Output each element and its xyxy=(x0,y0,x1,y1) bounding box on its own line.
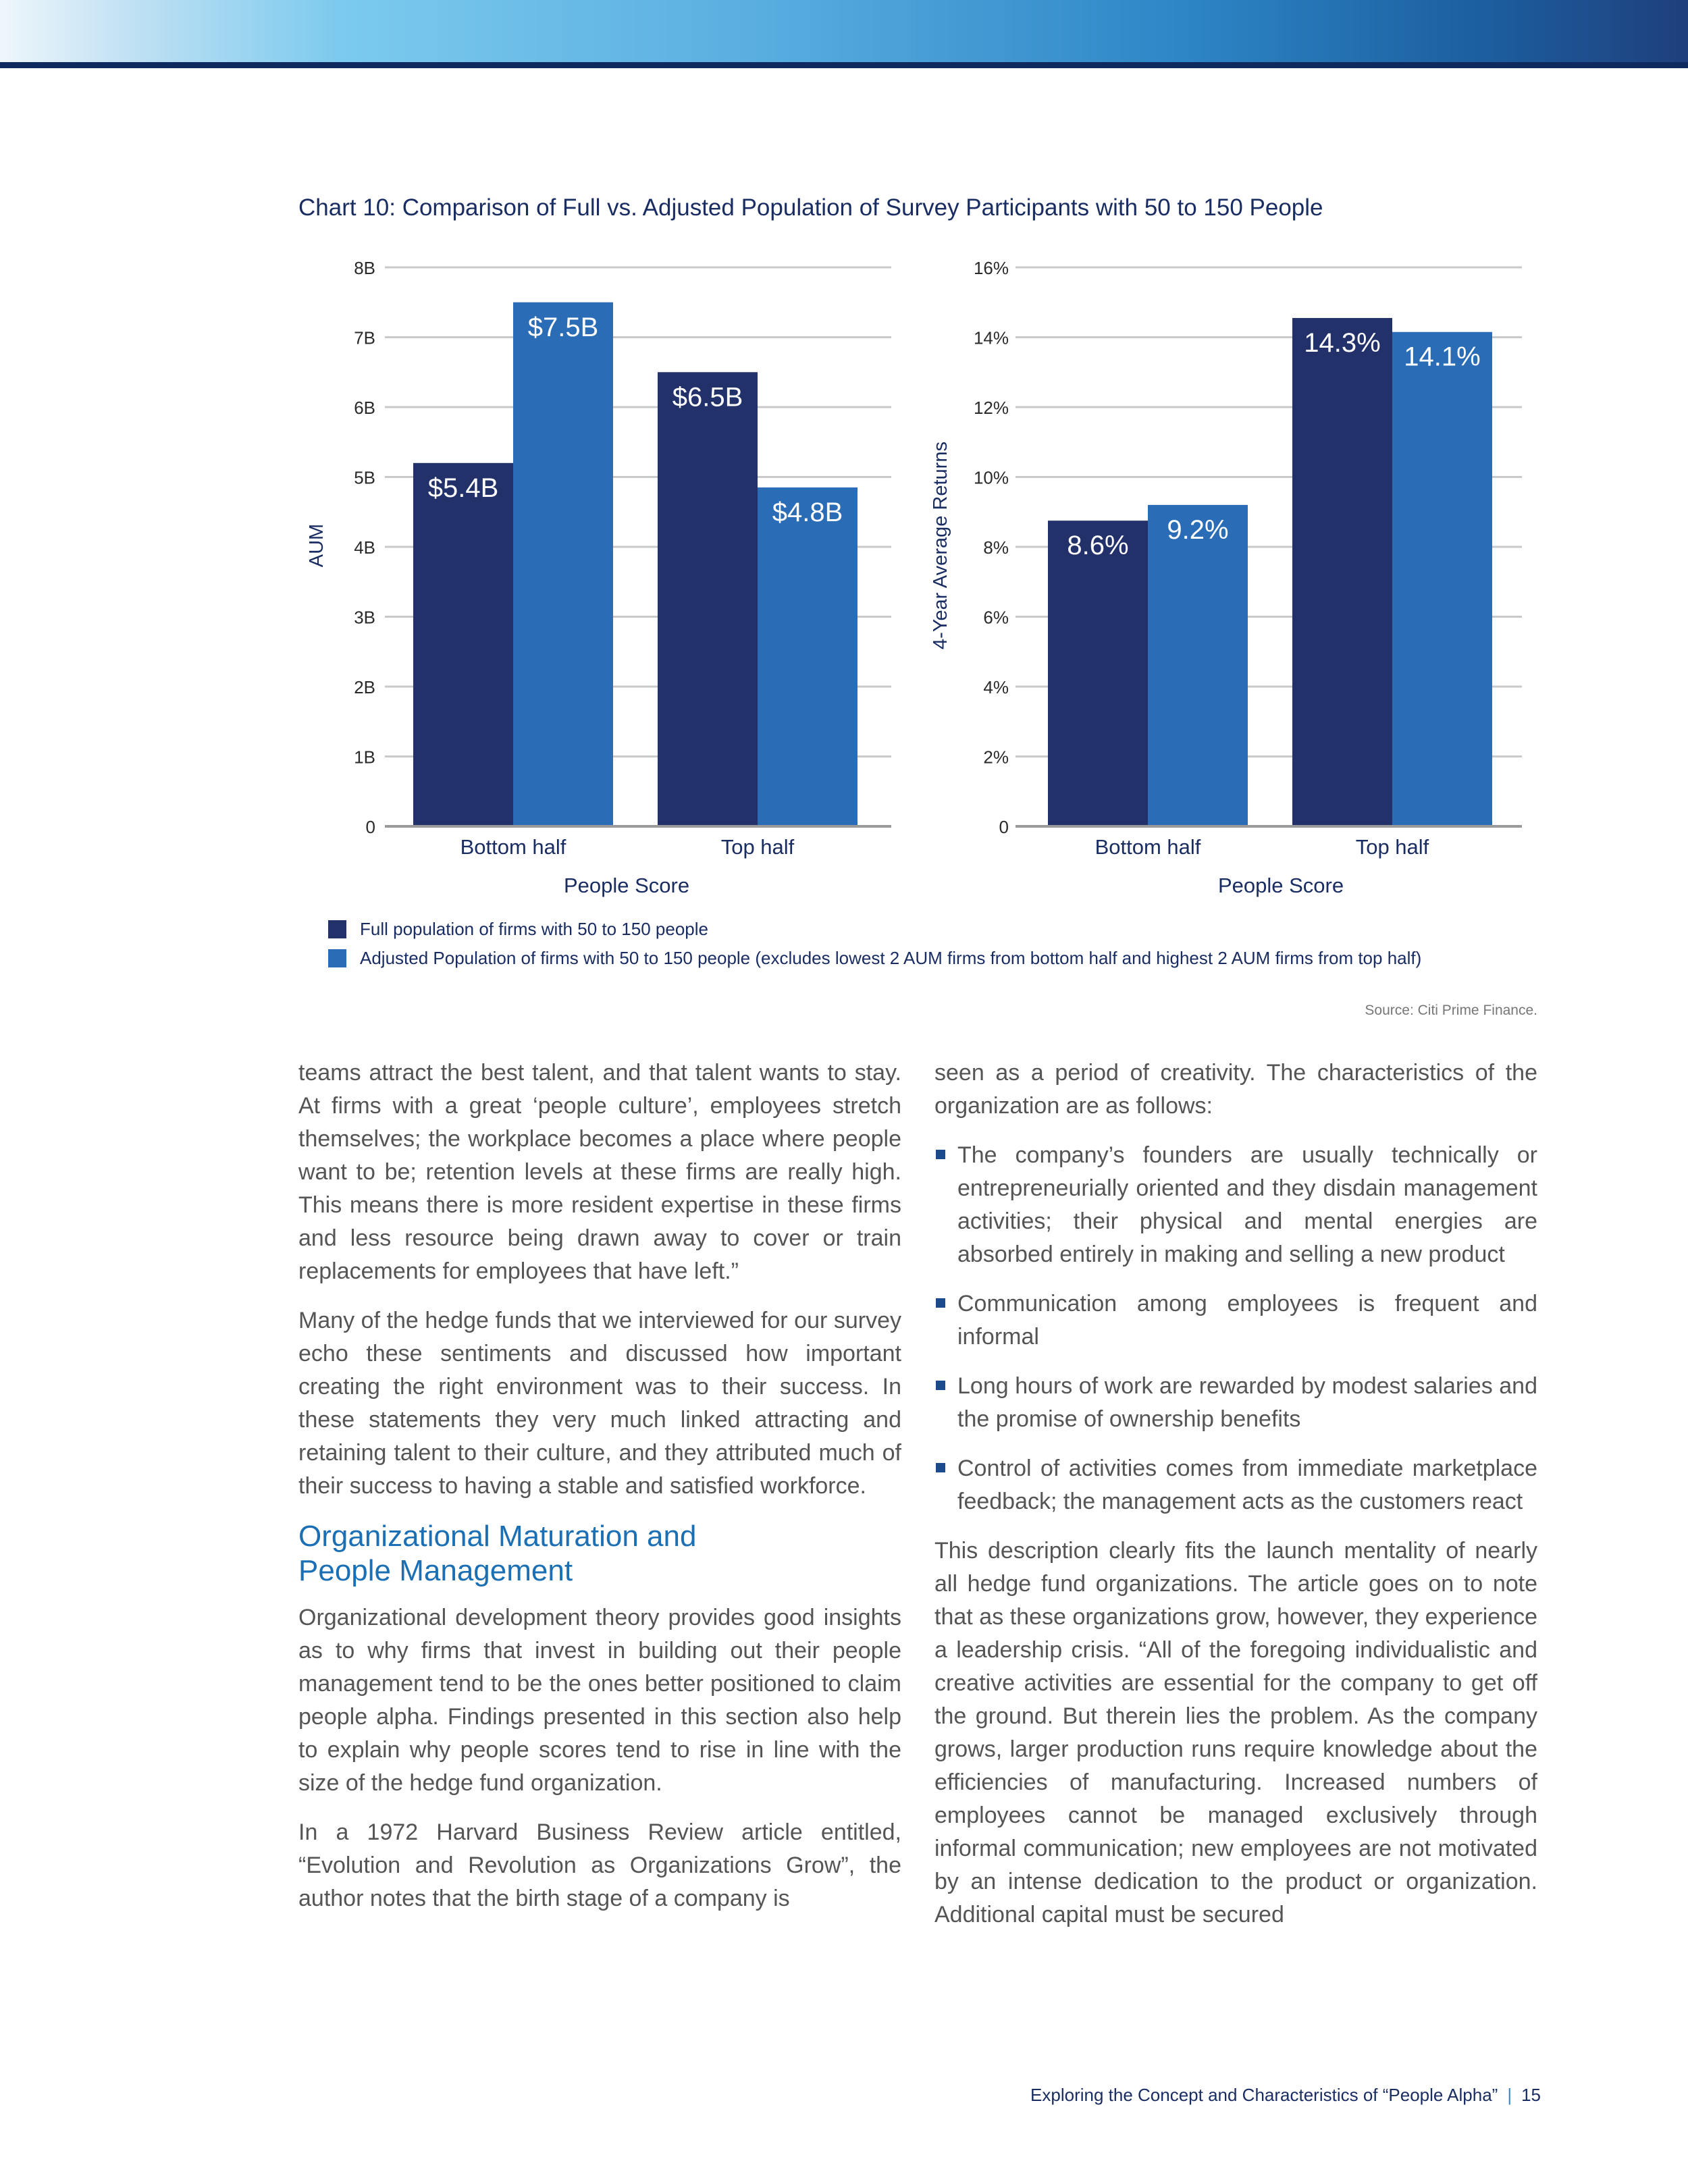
legend-swatch-adjusted xyxy=(328,949,346,967)
footer-title: Exploring the Concept and Characteristics of “People Alpha” xyxy=(1030,2085,1498,2105)
y-tick-label: 0 xyxy=(999,817,1009,837)
legend-label-adjusted: Adjusted Population of firms with 50 to 150 people (excludes lowest 2 AUM firms from bottom half and highest 2 AUM firms from top half) xyxy=(360,948,1422,968)
data-label: $4.8B xyxy=(772,498,843,528)
bullet-text: Control of activities comes from immediate marketplace feedback; the management acts as the customers react xyxy=(957,1456,1537,1514)
bar xyxy=(1392,332,1492,826)
y-tick-label: 2B xyxy=(354,677,375,697)
bullet-item xyxy=(934,1287,1537,1354)
paragraph: This description clearly fits the launch mentality of nearly all hedge fund organizations. The article goes on to note that as these organizations grow, however, they experience a leadership crisis. “All of the foregoing individualistic and creative activities are essential for the company to get off the ground. But therein lies the problem. As the company grows, larger production runs require knowledge about the efficiencies of manufacturing. Increased numbers of employees cannot be managed exclusively through informal communication; new employees are not motivated by an intense dedication to the product or organization. Additional capital must be secured xyxy=(934,1538,1537,1927)
legend-label-full: Full population of firms with 50 to 150 people xyxy=(360,919,708,939)
bar xyxy=(1292,318,1392,826)
x-tick-label: Top half xyxy=(1355,835,1429,859)
bar xyxy=(758,487,858,826)
y-tick-label: 0 xyxy=(365,817,375,837)
charts-canvas xyxy=(0,0,1688,945)
bullet-text: The company’s founders are usually technically or entrepreneurially oriented and they disdain management activities; their physical and mental energies are absorbed entirely in making and selling a new product xyxy=(957,1142,1537,1267)
bullet-item xyxy=(934,1139,1537,1271)
paragraph: Organizational development theory provides good insights as to why firms that invest in building out their people management tend to be the ones better positioned to claim people alpha. Findings presented in this section also help to explain why people scores tend to rise in line with the size of the hedge fund organization. xyxy=(298,1605,901,1796)
y-tick-label: 7B xyxy=(354,327,375,348)
paragraph: teams attract the best talent, and that talent wants to stay. At firms with a great ‘people culture’, employees stretch themselves; the workplace becomes a place where people want to be; retention levels at these firms are really high. This means there is more resident expertise in these firms and less resource being drawn away to cover or train replacements for employees that have left.” xyxy=(298,1060,901,1284)
y-tick-label: 16% xyxy=(973,258,1009,278)
y-tick-label: 12% xyxy=(973,398,1009,418)
y-tick-label: 3B xyxy=(354,607,375,628)
bullet-square-icon xyxy=(936,1298,945,1308)
y-tick-label: 10% xyxy=(973,467,1009,488)
bullet-item xyxy=(934,1370,1537,1436)
legend-item-adjusted xyxy=(328,944,1421,973)
y-axis-label: AUM xyxy=(306,523,327,568)
paragraph: Many of the hedge funds that we interviewed for our survey echo these sentiments and discussed how important creating the right environment was to their success. In these statements they very much linked attracting and retaining talent to their culture, and they attributed much of their success to having a stable and satisfied workforce. xyxy=(298,1308,901,1499)
data-label: $7.5B xyxy=(527,312,599,342)
y-tick-label: 6B xyxy=(354,398,375,418)
y-tick-label: 4B xyxy=(354,537,375,558)
bullet-square-icon xyxy=(936,1463,945,1472)
bullet-text: Communication among employees is frequent and informal xyxy=(957,1291,1537,1350)
bar xyxy=(658,372,758,826)
bar xyxy=(413,463,513,826)
y-tick-label: 8B xyxy=(354,258,375,278)
footer-separator: | xyxy=(1507,2085,1512,2105)
bullet-list xyxy=(934,1139,1537,1518)
y-tick-label: 1B xyxy=(354,747,375,768)
chart-title: Chart 10: Comparison of Full vs. Adjusted Population of Survey Participants with 50 to 150 People xyxy=(298,194,1323,221)
left-column xyxy=(298,1057,901,1932)
bullet-text: Long hours of work are rewarded by modest salaries and the promise of ownership benefits xyxy=(957,1373,1537,1432)
y-tick-label: 14% xyxy=(973,327,1009,348)
chart-source: Source: Citi Prime Finance. xyxy=(1365,1003,1537,1018)
bar xyxy=(1048,521,1148,826)
bar xyxy=(1148,505,1248,826)
y-tick-label: 4% xyxy=(983,677,1009,697)
data-label: $6.5B xyxy=(672,382,743,412)
y-tick-label: 8% xyxy=(983,537,1009,558)
y-tick-label: 5B xyxy=(354,467,375,488)
x-tick-label: Bottom half xyxy=(460,835,566,859)
y-tick-label: 2% xyxy=(983,747,1009,768)
section-heading-line: People Management xyxy=(298,1554,573,1587)
x-tick-label: Top half xyxy=(720,835,795,859)
data-label: 8.6% xyxy=(1067,531,1129,561)
section-heading-line: Organizational Maturation and xyxy=(298,1520,697,1553)
bullet-square-icon xyxy=(936,1381,945,1390)
paragraph: seen as a period of creativity. The characteristics of the organization are as follows: xyxy=(934,1060,1537,1119)
x-axis-label: People Score xyxy=(563,874,690,897)
legend-item-full xyxy=(328,915,1421,944)
section-heading xyxy=(298,1519,901,1588)
right-column xyxy=(934,1057,1537,1948)
data-label: 14.3% xyxy=(1304,328,1381,358)
data-label: 14.1% xyxy=(1404,342,1481,372)
legend-swatch-full xyxy=(328,920,346,938)
bullet-square-icon xyxy=(936,1150,945,1159)
bar xyxy=(513,302,613,826)
data-label: $5.4B xyxy=(427,473,499,503)
page-number: 15 xyxy=(1521,2085,1541,2105)
chart-legend xyxy=(328,915,1421,973)
x-axis-label: People Score xyxy=(1217,874,1344,897)
x-tick-label: Bottom half xyxy=(1094,835,1201,859)
y-tick-label: 6% xyxy=(983,607,1009,628)
y-axis-label: 4-Year Average Returns xyxy=(930,442,951,649)
data-label: 9.2% xyxy=(1167,514,1229,545)
page-footer xyxy=(1030,2085,1541,2106)
bullet-item xyxy=(934,1452,1537,1518)
paragraph: In a 1972 Harvard Business Review article entitled, “Evolution and Revolution as Organizations Grow”, the author notes that the birth stage of a company is xyxy=(298,1819,901,1911)
